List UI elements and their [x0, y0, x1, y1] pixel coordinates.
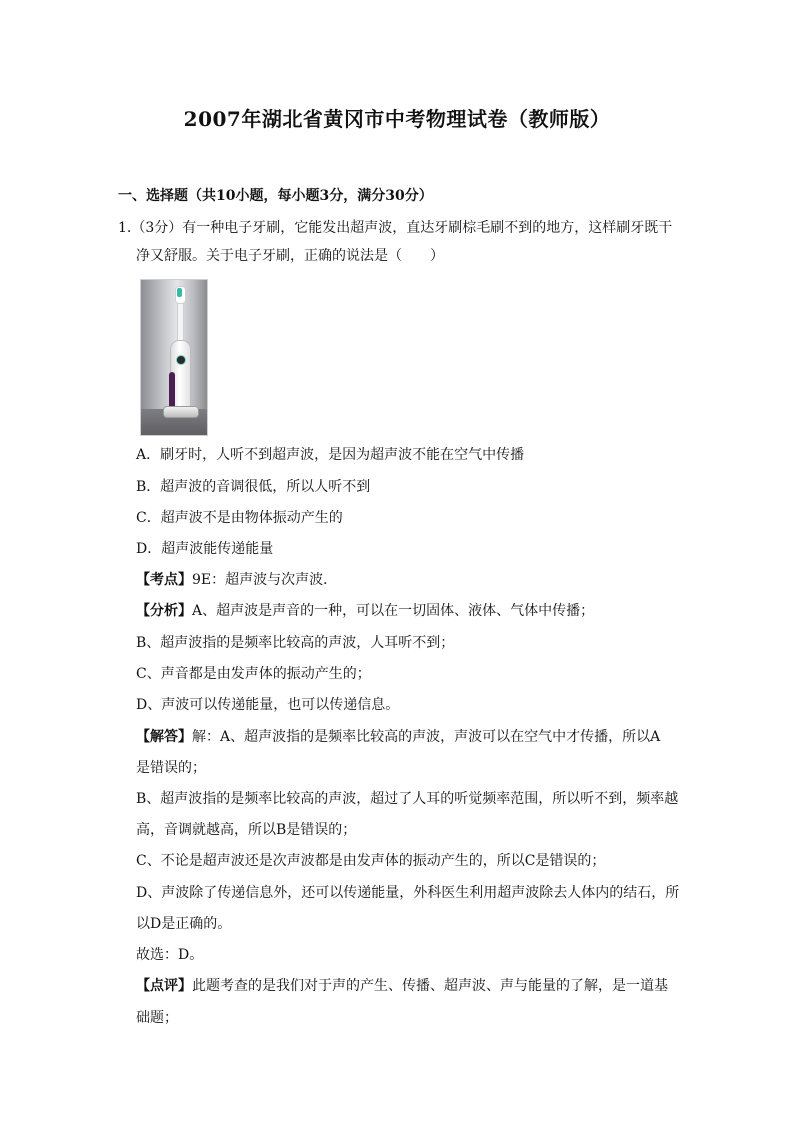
question-stem-line-2: 净又舒服。关于电子牙刷，正确的说法是（ ） [136, 248, 444, 264]
fenxi-line-b: B、超声波指的是频率比较高的声波，人耳听不到； [136, 635, 455, 651]
jieda-line [136, 727, 696, 747]
fenxi-tag: 【分析】 [136, 603, 192, 619]
toothbrush-bristle [177, 288, 182, 297]
option-d: D．超声波能传递能量 [136, 541, 274, 557]
fenxi-line [136, 601, 696, 621]
kaodian-text: 9E：超声波与次声波． [192, 572, 338, 588]
jieda-line-4: 高，音调就越高，所以B是错误的； [136, 822, 357, 838]
fenxi-line-c: C、声音都是由发声体的振动产生的； [136, 666, 371, 682]
answer-line: 故选：D。 [136, 947, 204, 963]
jieda-line-3: B、超声波指的是频率比较高的声波，超过了人耳的听觉频率范围，所以听不到，频率越 [136, 791, 679, 807]
kaodian-tag: 【考点】 [136, 572, 192, 588]
jieda-tag: 【解答】 [136, 729, 192, 745]
jieda-line-5: C、不论是超声波还是次声波都是由发声体的振动产生的，所以C是错误的； [136, 853, 606, 869]
toothbrush-power-button [176, 355, 186, 365]
jieda-text: 解：A、超声波指的是频率比较高的声波，声波可以在空气中才传播，所以A [192, 729, 661, 745]
jieda-line-2: 是错误的； [136, 760, 206, 776]
jieda-line-6: D、声波除了传递信息外，还可以传递能量，外科医生利用超声波除去人体内的结石，所 [136, 885, 680, 901]
toothbrush-charging-base [163, 406, 199, 418]
dianping-tag: 【点评】 [136, 978, 192, 994]
document-title: 2007年湖北省黄冈市中考物理试卷（教师版） [183, 107, 611, 131]
question-stem-line-1: 1.（3分）有一种电子牙刷，它能发出超声波，直达牙刷棕毛刷不到的地方，这样刷牙既干 [118, 220, 673, 236]
dianping-line [136, 976, 696, 996]
dianping-text: 此题考查的是我们对于声的产生、传播、超声波、声与能量的了解，是一道基 [192, 978, 668, 994]
jieda-line-7: 以D是正确的。 [136, 916, 232, 932]
fenxi-line-d: D、声波可以传递能量，也可以传递信息。 [136, 697, 400, 713]
option-b: B．超声波的音调很低，所以人听不到 [136, 479, 371, 495]
section-heading: 一、选择题（共10小题，每小题3分，满分30分） [118, 188, 433, 204]
toothbrush-neck [177, 301, 184, 343]
kaodian-line [136, 570, 696, 590]
dianping-line-2: 础题； [136, 1010, 178, 1026]
option-a: A．刷牙时，人听不到超声波，是因为超声波不能在空气中传播 [136, 447, 525, 463]
electric-toothbrush-photo [140, 279, 208, 436]
fenxi-text: A、超声波是声音的一种，可以在一切固体、液体、气体中传播； [192, 603, 595, 619]
option-c: C．超声波不是由物体振动产生的 [136, 510, 343, 526]
